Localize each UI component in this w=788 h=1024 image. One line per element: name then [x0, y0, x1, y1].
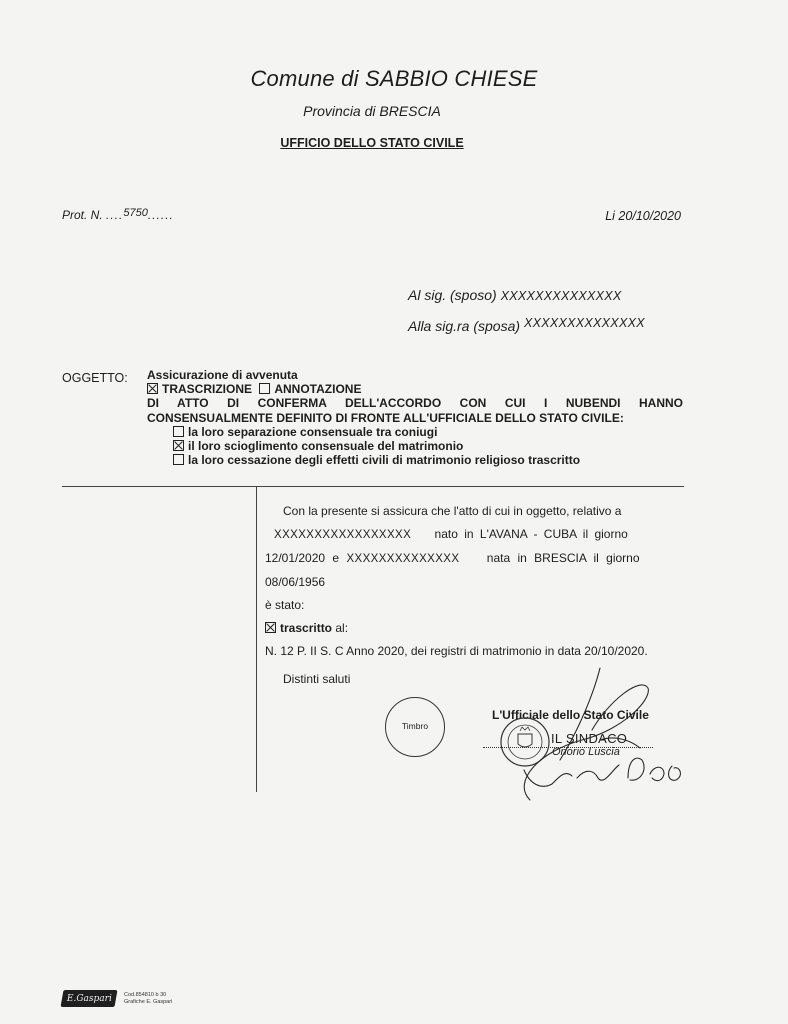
person1-name: XXXXXXXXXXXXXXXXX: [274, 529, 412, 541]
recipient-label: Alla sig.ra (sposa): [408, 318, 521, 334]
date1-value: 12/01/2020: [265, 551, 326, 565]
document-date: Li 20/10/2020: [605, 209, 681, 223]
date2-value: 08/06/1956: [265, 575, 326, 589]
nato-text: nato in L'AVANA - CUBA il giorno: [434, 527, 628, 541]
printer-logo: [61, 990, 118, 1007]
trascrizione-label: TRASCRIZIONE: [162, 382, 252, 397]
oggetto-line-1: DI ATTO DI CONFERMA DELL'ACCORDO CON CUI I NUBENDI HANNO: [147, 396, 683, 411]
option-label: il loro scioglimento consensuale del matrimonio: [188, 439, 464, 454]
sindaco-title: IL SINDACO: [551, 731, 628, 746]
footer-print-code: [124, 992, 172, 1006]
oggetto-label: OGGETTO:: [62, 371, 128, 385]
protocol-value: 5750: [123, 207, 148, 219]
al-label: al:: [335, 621, 349, 635]
sindaco-name: Onorio Luscia: [552, 746, 620, 758]
comune-title: Comune di SABBIO CHIESE: [250, 66, 538, 91]
nata-text: nata in BRESCIA il giorno: [486, 551, 640, 565]
registro-text: N. 12 P. II S. C Anno 2020, dei registri di matrimonio in data 20/10/2020.: [265, 644, 648, 658]
footer-printer: Grafiche E. Gaspari: [124, 999, 173, 1005]
protocol-dots-end: ......: [147, 208, 174, 222]
logo-text: E.Gaspari: [66, 993, 112, 1004]
protocol-label: Prot. N.: [62, 208, 103, 222]
oggetto-title: Assicurazione di avvenuta: [147, 368, 298, 382]
and-text: e: [332, 551, 340, 565]
option-label: la loro separazione consensuale tra coniugi: [188, 424, 438, 439]
option-label: la loro cessazione degli effetti civili di matrimonio religioso trascritto: [188, 453, 581, 468]
protocol-dots: ....: [106, 208, 124, 222]
oggetto-line-2: CONSENSUALMENTE DEFINITO DI FRONTE ALL'UFFICIALE DELLO STATO CIVILE:: [147, 410, 624, 425]
timbro-label: Timbro: [401, 721, 429, 731]
e-stato-text: è stato:: [265, 598, 305, 612]
annotazione-label: ANNOTAZIONE: [274, 382, 362, 397]
closing-salutation: Distinti saluti: [283, 672, 351, 686]
recipient-name: XXXXXXXXXXXXXX: [523, 316, 645, 330]
provincia-subtitle: Provincia di BRESCIA: [303, 103, 441, 119]
person2-name: XXXXXXXXXXXXXX: [346, 553, 460, 565]
footer-code: Cod.854810 b 30: [124, 992, 167, 998]
recipient-name: XXXXXXXXXXXXXX: [500, 289, 622, 303]
trascritto-label: trascritto: [280, 621, 333, 635]
intro-text: Con la presente si assicura che l'atto di cui in oggetto, relativo a: [283, 504, 622, 518]
recipient-label: Al sig. (sposo): [408, 287, 497, 303]
ufficiale-title: L'Ufficiale dello Stato Civile: [492, 708, 649, 722]
ufficio-heading: UFFICIO DELLO STATO CIVILE: [280, 136, 464, 150]
